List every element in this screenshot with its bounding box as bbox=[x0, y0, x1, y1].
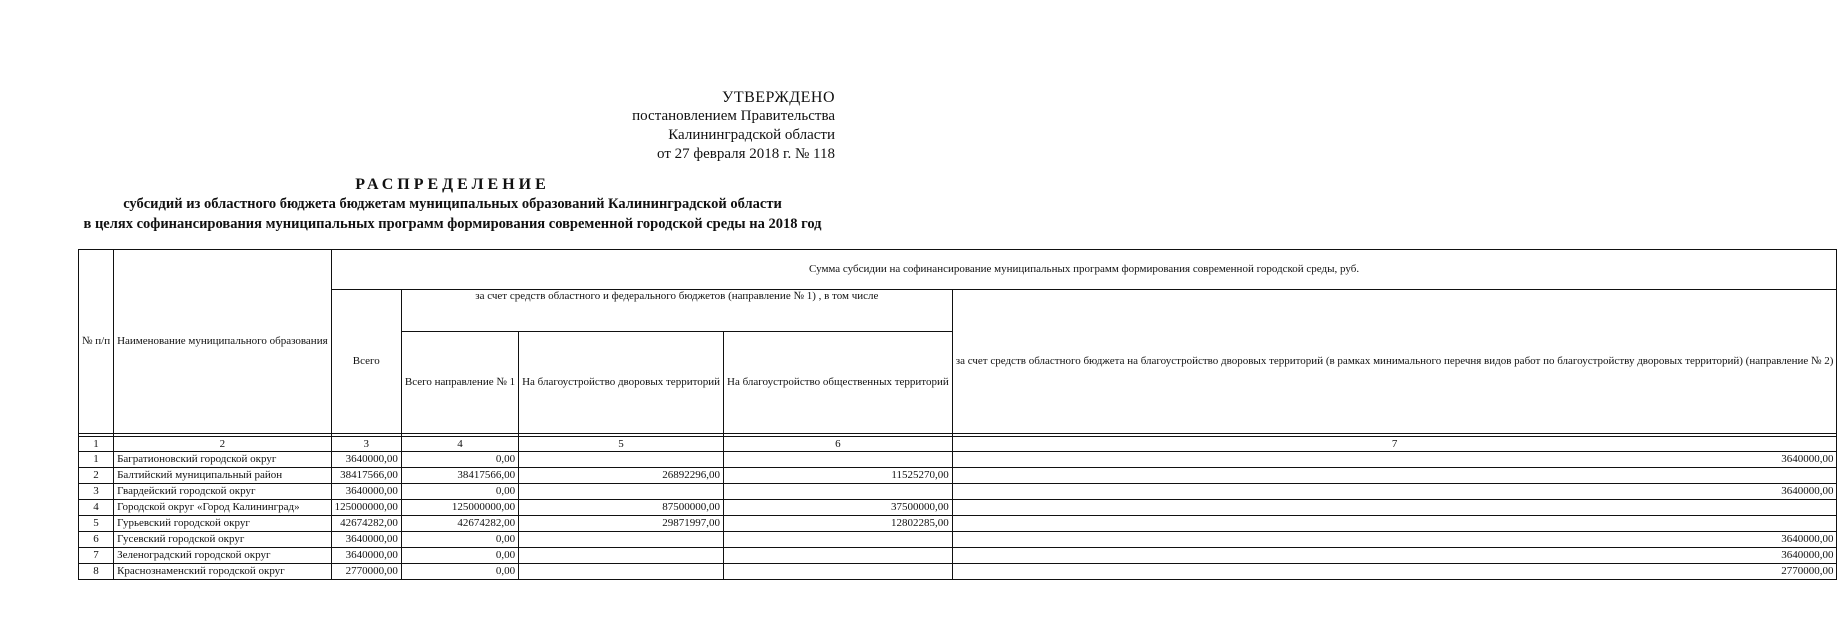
cell-direction-1: 38417566,00 bbox=[401, 468, 518, 484]
cell-direction-1: 0,00 bbox=[401, 532, 518, 548]
column-number: 6 bbox=[724, 437, 953, 452]
table-row bbox=[79, 516, 1837, 532]
table-row bbox=[79, 532, 1837, 548]
cell-direction-2: 2770000,00 bbox=[952, 564, 1837, 580]
cell-total: 3640000,00 bbox=[331, 484, 401, 500]
table-row bbox=[79, 452, 1837, 468]
header-total: Всего bbox=[331, 290, 401, 434]
cell-name: Балтийский муниципальный район bbox=[114, 468, 332, 484]
cell-direction-2 bbox=[952, 516, 1837, 532]
document-subtitle-line-2: в целях софинансирования муниципальных программ формирования современной городской среды на 2018 год bbox=[83, 216, 822, 232]
column-number: 2 bbox=[114, 437, 332, 452]
cell-number: 1 bbox=[79, 452, 114, 468]
cell-yards bbox=[519, 484, 724, 500]
cell-public bbox=[724, 548, 953, 564]
cell-number: 4 bbox=[79, 500, 114, 516]
cell-public: 11525270,00 bbox=[724, 468, 953, 484]
subsidy-table bbox=[78, 249, 1837, 580]
cell-direction-2: 3640000,00 bbox=[952, 484, 1837, 500]
approval-line-1: постановлением Правительства bbox=[632, 108, 835, 124]
cell-direction-2: 3640000,00 bbox=[952, 548, 1837, 564]
cell-total: 3640000,00 bbox=[331, 548, 401, 564]
cell-direction-1: 0,00 bbox=[401, 452, 518, 468]
cell-name: Гвардейский городской округ bbox=[114, 484, 332, 500]
cell-total: 125000000,00 bbox=[331, 500, 401, 516]
cell-yards bbox=[519, 548, 724, 564]
cell-public bbox=[724, 564, 953, 580]
approval-title: УТВЕРЖДЕНО bbox=[721, 89, 835, 106]
document-title: РАСПРЕДЕЛЕНИЕ bbox=[355, 176, 550, 193]
cell-yards: 26892296,00 bbox=[519, 468, 724, 484]
approval-block bbox=[632, 88, 835, 164]
table-row bbox=[79, 548, 1837, 564]
document-subtitle-line-1: субсидий из областного бюджета бюджетам муниципальных образований Калининградской области bbox=[123, 196, 782, 212]
cell-direction-2 bbox=[952, 468, 1837, 484]
cell-total: 38417566,00 bbox=[331, 468, 401, 484]
cell-direction-2: 3640000,00 bbox=[952, 452, 1837, 468]
table-row bbox=[79, 500, 1837, 516]
cell-name: Краснознаменский городской округ bbox=[114, 564, 332, 580]
table-row bbox=[79, 468, 1837, 484]
column-number: 4 bbox=[401, 437, 518, 452]
cell-direction-1: 0,00 bbox=[401, 548, 518, 564]
cell-name: Городской округ «Город Калининград» bbox=[114, 500, 332, 516]
column-number: 3 bbox=[331, 437, 401, 452]
cell-name: Гусевский городской округ bbox=[114, 532, 332, 548]
cell-public bbox=[724, 452, 953, 468]
cell-direction-2: 3640000,00 bbox=[952, 532, 1837, 548]
header-sum: Сумма субсидии на софинансирование муниципальных программ формирования современной городской среды, руб. bbox=[331, 250, 1837, 290]
cell-total: 3640000,00 bbox=[331, 532, 401, 548]
column-number-row bbox=[79, 437, 1837, 452]
cell-public bbox=[724, 484, 953, 500]
cell-name: Гурьевский городской округ bbox=[114, 516, 332, 532]
header-direction-1: за счет средств областного и федерального бюджетов (направление № 1) , в том числе bbox=[401, 290, 952, 332]
cell-number: 6 bbox=[79, 532, 114, 548]
cell-direction-1: 125000000,00 bbox=[401, 500, 518, 516]
table-row bbox=[79, 484, 1837, 500]
cell-yards bbox=[519, 532, 724, 548]
cell-yards bbox=[519, 452, 724, 468]
cell-yards bbox=[519, 564, 724, 580]
header-direction-2: за счет средств областного бюджета на благоустройство дворовых территорий (в рамках минимального перечня видов работ по благоустройству дворовых территорий) (направление № 2) bbox=[952, 290, 1837, 434]
cell-total: 42674282,00 bbox=[331, 516, 401, 532]
cell-public: 37500000,00 bbox=[724, 500, 953, 516]
column-number: 7 bbox=[952, 437, 1837, 452]
cell-public bbox=[724, 532, 953, 548]
cell-total: 2770000,00 bbox=[331, 564, 401, 580]
column-number: 5 bbox=[519, 437, 724, 452]
cell-number: 7 bbox=[79, 548, 114, 564]
cell-public: 12802285,00 bbox=[724, 516, 953, 532]
cell-number: 3 bbox=[79, 484, 114, 500]
cell-direction-1: 42674282,00 bbox=[401, 516, 518, 532]
header-direction-1-yards: На благоустройство дворовых территорий bbox=[519, 332, 724, 434]
cell-direction-1: 0,00 bbox=[401, 484, 518, 500]
cell-number: 2 bbox=[79, 468, 114, 484]
header-direction-1-total: Всего направление № 1 bbox=[401, 332, 518, 434]
cell-name: Зеленоградский городской округ bbox=[114, 548, 332, 564]
cell-yards: 87500000,00 bbox=[519, 500, 724, 516]
cell-direction-1: 0,00 bbox=[401, 564, 518, 580]
approval-date-line: от 27 февраля 2018 г. № 118 bbox=[657, 146, 835, 162]
cell-direction-2 bbox=[952, 500, 1837, 516]
cell-total: 3640000,00 bbox=[331, 452, 401, 468]
cell-number: 5 bbox=[79, 516, 114, 532]
header-direction-1-public: На благоустройство общественных территорий bbox=[724, 332, 953, 434]
approval-line-2: Калининградской области bbox=[668, 127, 835, 143]
header-name: Наименование муниципального образования bbox=[114, 250, 332, 434]
cell-yards: 29871997,00 bbox=[519, 516, 724, 532]
cell-name: Багратионовский городской округ bbox=[114, 452, 332, 468]
header-number: № п/п bbox=[79, 250, 114, 434]
table-row bbox=[79, 564, 1837, 580]
column-number: 1 bbox=[79, 437, 114, 452]
cell-number: 8 bbox=[79, 564, 114, 580]
